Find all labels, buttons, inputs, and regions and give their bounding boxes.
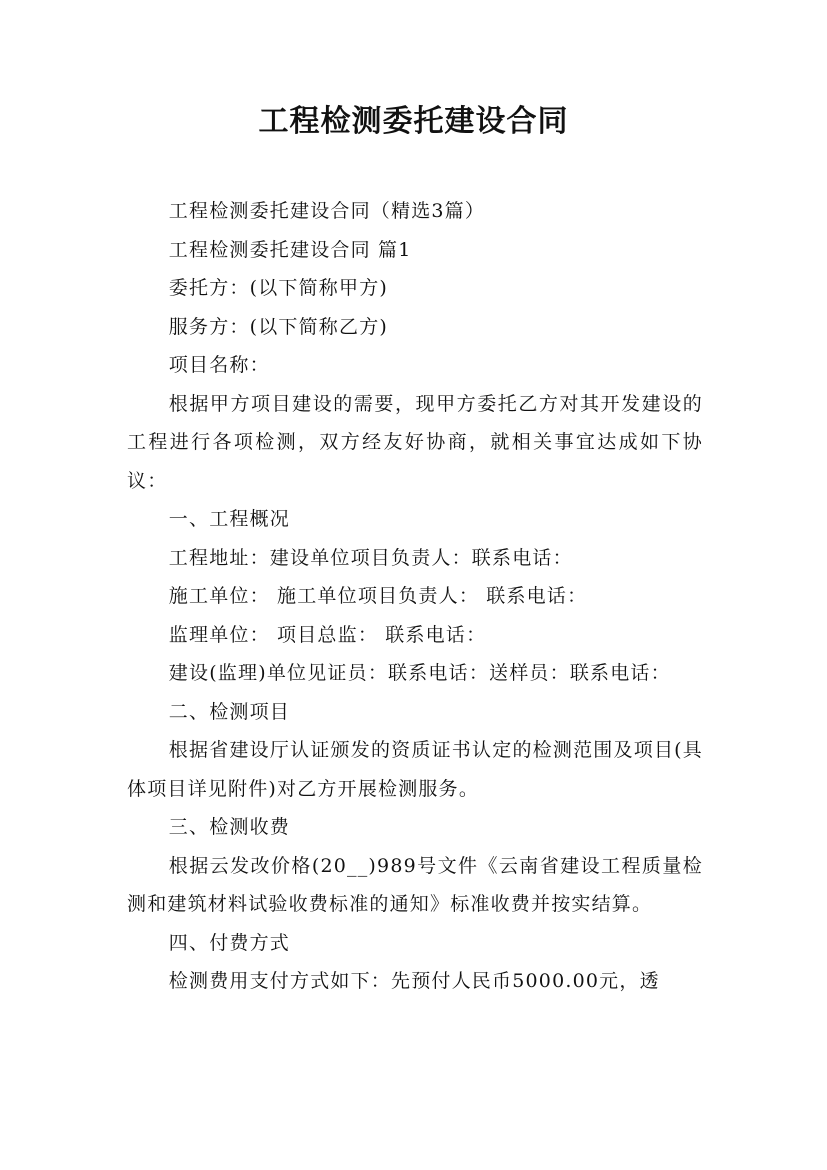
paragraph-contractor: 施工单位： 施工单位项目负责人： 联系电话：: [168, 585, 588, 607]
paragraph-intro: 根据甲方项目建设的需要，现甲方委托乙方对其开发建设的工程进行各项检测，双方经友好协商，就相关事宜达成如下协议：: [127, 392, 703, 492]
paragraph-subtitle: 工程检测委托建设合同（精选3篇）: [168, 200, 486, 222]
document-title: 工程检测委托建设合同: [258, 104, 569, 139]
paragraph-heading-3: 三、检测收费: [168, 816, 290, 838]
paragraph-witness: 建设(监理)单位见证员：联系电话：送样员：联系电话：: [168, 662, 671, 684]
paragraph-section-heading: 工程检测委托建设合同 篇1: [168, 238, 412, 261]
paragraph-provider: 服务方：(以下简称乙方): [168, 315, 389, 338]
paragraph-heading-2: 二、检测项目: [168, 700, 290, 723]
paragraph-scope: 根据省建设厅认证颁发的资质证书认定的检测范围及项目(具体项目详见附件)对乙方开展检测服务。: [127, 739, 703, 800]
paragraph-heading-4: 四、付费方式: [168, 931, 290, 954]
paragraph-supervisor: 监理单位： 项目总监： 联系电话：: [168, 623, 487, 646]
paragraph-client: 委托方：(以下简称甲方): [168, 277, 389, 299]
paragraph-address: 工程地址：建设单位项目负责人：联系电话：: [168, 546, 573, 569]
paragraph-project-name: 项目名称：: [168, 354, 270, 376]
paragraph-fees: 根据云发改价格(20__)989号文件《云南省建设工程质量检测和建筑材料试验收费标准的通知》标准收费并按实结算。: [127, 854, 703, 915]
document-body: [127, 192, 703, 1001]
paragraph-heading-1: 一、工程概况: [168, 508, 290, 530]
paragraph-payment: 检测费用支付方式如下：先预付人民币5000.00元，透: [168, 970, 660, 992]
